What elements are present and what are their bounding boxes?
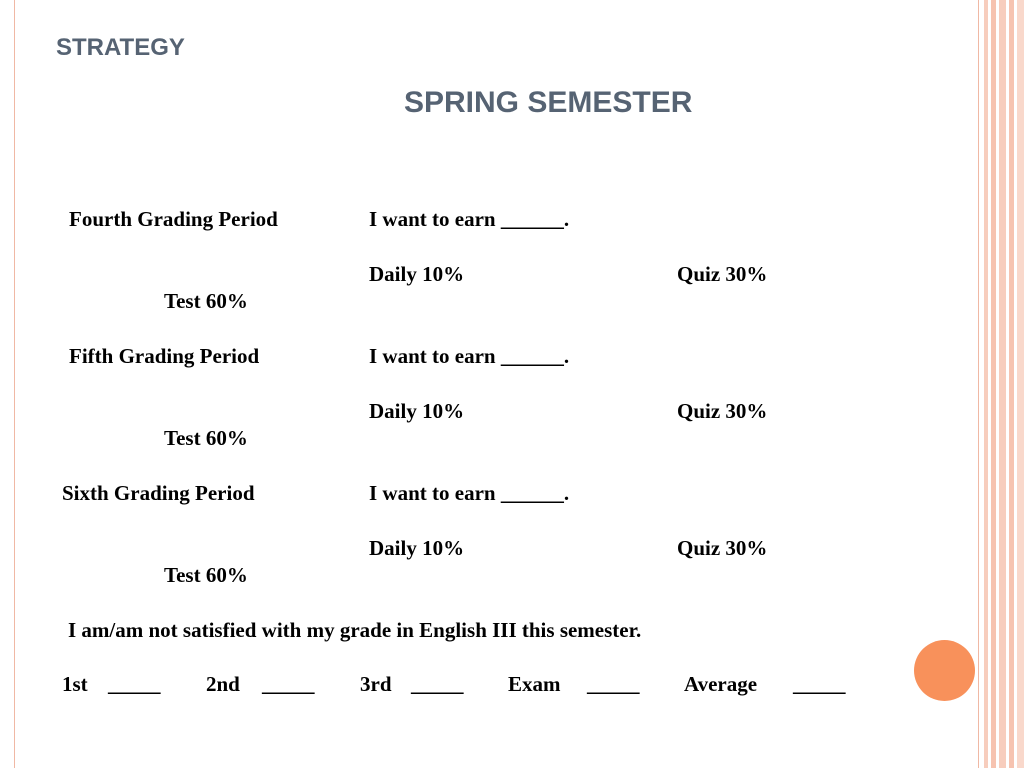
slide-title: STRATEGY — [56, 34, 185, 61]
grade-blank: _____ — [793, 672, 846, 696]
weight-quiz: Quiz 30% — [677, 262, 768, 286]
grade-label: 1st — [62, 672, 88, 696]
period-goal: I want to earn ______. — [369, 481, 570, 505]
grade-label: Exam — [508, 672, 561, 696]
period-name: Fourth Grading Period — [69, 207, 278, 231]
decor-stripe — [1017, 0, 1024, 768]
weight-test: Test 60% — [164, 563, 248, 587]
weight-daily: Daily 10% — [369, 399, 465, 423]
weight-test: Test 60% — [164, 426, 248, 450]
satisfaction-statement: I am/am not satisfied with my grade in English III this semester. — [68, 618, 642, 642]
weight-test: Test 60% — [164, 289, 248, 313]
period-name: Fifth Grading Period — [69, 344, 260, 368]
period-goal: I want to earn ______. — [369, 207, 570, 231]
accent-circle — [914, 640, 975, 701]
grade-label: 3rd — [360, 672, 392, 696]
grade-blank: _____ — [587, 672, 640, 696]
slide-subtitle: SPRING SEMESTER — [404, 86, 693, 119]
grade-label: 2nd — [206, 672, 240, 696]
grade-blank: _____ — [411, 672, 464, 696]
period-name: Sixth Grading Period — [62, 481, 255, 505]
period-goal: I want to earn ______. — [369, 344, 570, 368]
decor-stripe — [984, 0, 988, 768]
weight-daily: Daily 10% — [369, 536, 465, 560]
weight-quiz: Quiz 30% — [677, 399, 768, 423]
decor-stripe — [991, 0, 996, 768]
left-border-line — [14, 0, 15, 768]
decor-stripe — [999, 0, 1006, 768]
grade-blank: _____ — [262, 672, 315, 696]
weight-quiz: Quiz 30% — [677, 536, 768, 560]
decor-stripe — [978, 0, 979, 768]
decor-stripe — [1009, 0, 1014, 768]
grade-label: Average — [684, 672, 758, 696]
weight-daily: Daily 10% — [369, 262, 465, 286]
grade-blank: _____ — [108, 672, 161, 696]
